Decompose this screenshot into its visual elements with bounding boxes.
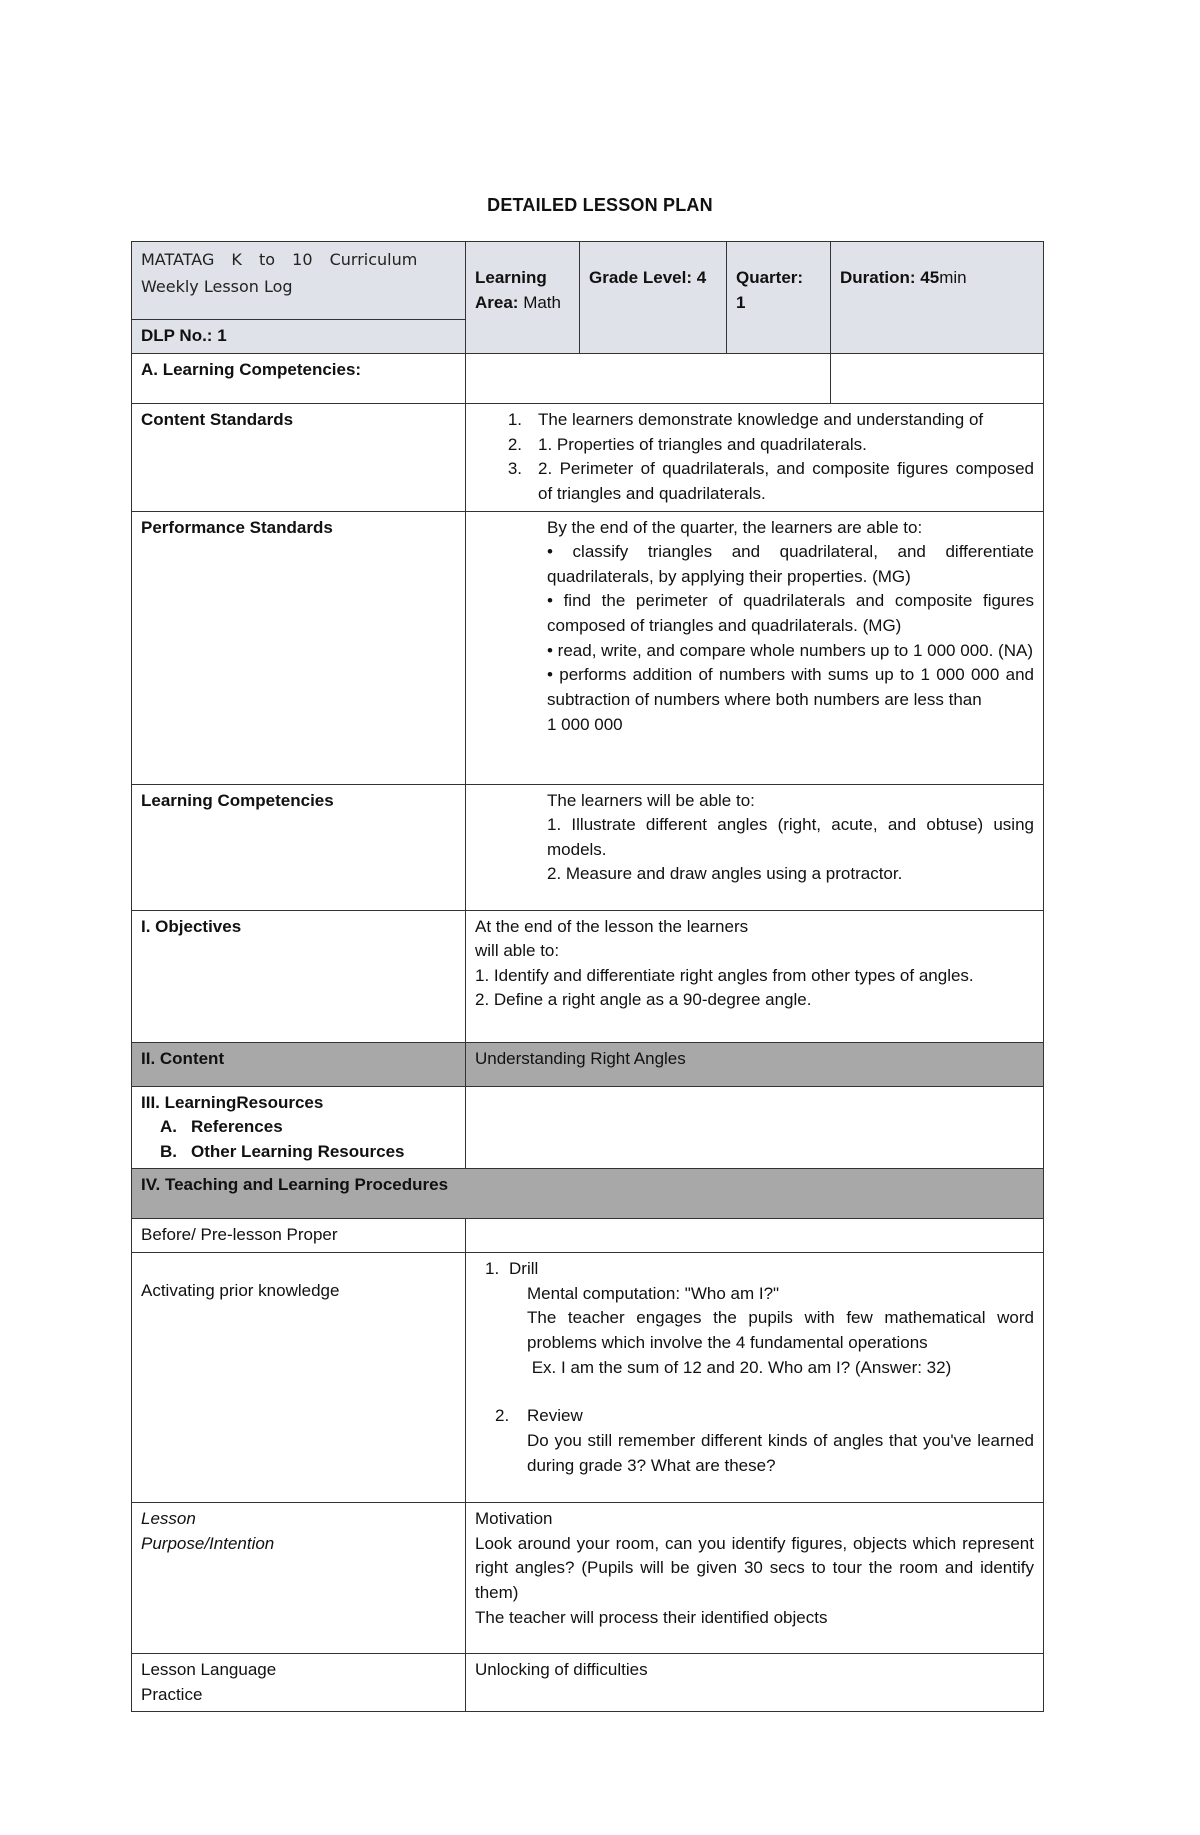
purpose-line: The teacher will process their identified objects <box>475 1607 828 1627</box>
review-item <box>475 1404 1034 1429</box>
purpose-line: Motivation <box>475 1509 553 1529</box>
competency-line: 2. Measure and draw angles using a protractor. <box>547 864 903 884</box>
procedures-heading: IV. Teaching and Learning Procedures <box>132 1169 1044 1219</box>
objective-line: will able to: <box>475 941 560 961</box>
objective-line: 1. Identify and differentiate right angles from other types of angles. <box>475 965 974 985</box>
duration-cell <box>831 242 1044 354</box>
activating-cell <box>466 1253 1044 1503</box>
content-value: Understanding Right Angles <box>466 1042 1044 1086</box>
dlp-label: DLP No.: <box>141 326 218 345</box>
content-standards-cell <box>466 404 1044 512</box>
review-text: Do you still remember different kinds of angles that you've learned during grade 3? What are these? <box>527 1430 1034 1475</box>
objectives-label: I. Objectives <box>132 910 466 1042</box>
review-num: 2. <box>495 1406 510 1426</box>
performance-intro: By the end of the quarter, the learners are able to: <box>547 517 923 537</box>
activating-label: Activating prior knowledge <box>132 1253 466 1503</box>
learning-competencies-label: Learning Competencies <box>132 784 466 910</box>
resource-item: A. References <box>160 1117 283 1137</box>
grade-level-label: Grade Level: 4 <box>589 268 707 287</box>
learning-competencies-empty-1 <box>466 354 831 404</box>
objective-line: 2. Define a right angle as a 90-degree angle. <box>475 990 812 1010</box>
performance-bullet: • performs addition of numbers with sums up to 1 000 000 and subtraction of numbers where both numbers are less than <box>547 665 1034 710</box>
duration-unit: min <box>939 268 967 287</box>
document-title: DETAILED LESSON PLAN <box>487 195 713 215</box>
dlp-value: 1 <box>217 326 227 345</box>
performance-standards-label: Performance Standards <box>132 511 466 784</box>
lesson-plan-table-wrapper <box>131 241 1043 1712</box>
content-standard-item: 2. 1. Properties of triangles and quadrilaterals. <box>507 434 867 454</box>
performance-bullet: 1 000 000 <box>547 714 623 734</box>
content-standard-item: 1. The learners demonstrate knowledge and understanding of <box>507 410 984 429</box>
drill-num: 1. <box>485 1259 500 1279</box>
drill-line: Mental computation: "Who am I?" <box>527 1283 780 1303</box>
lesson-plan-table <box>131 241 1044 1712</box>
grade-level-cell <box>580 242 727 354</box>
lesson-language-label: Lesson Language Practice <box>132 1654 466 1712</box>
content-label: II. Content <box>132 1042 466 1086</box>
performance-bullet: • classify triangles and quadrilateral, and differentiate quadrilaterals, by applying their properties. (MG) <box>547 542 1034 586</box>
drill-item <box>475 1257 1034 1282</box>
drill-line: Ex. I am the sum of 12 and 20. Who am I? (Answer: 32) <box>527 1357 952 1377</box>
lesson-purpose-label: Lesson Purpose/Intention <box>132 1503 466 1654</box>
curriculum-title: MATATAG K to 10 Curriculum <box>141 250 418 269</box>
curriculum-subtitle: Weekly Lesson Log <box>141 277 293 297</box>
learning-competencies-heading: A. Learning Competencies: <box>132 354 466 404</box>
competency-line: 1. Illustrate different angles (right, acute, and obtuse) using models. <box>547 815 1034 859</box>
lesson-language-value: Unlocking of difficulties <box>466 1654 1044 1712</box>
learning-competencies-empty-2 <box>831 354 1044 404</box>
pre-lesson-empty <box>466 1219 1044 1253</box>
quarter-label: Quarter: <box>736 268 804 287</box>
performance-bullet: • read, write, and compare whole numbers up to 1 000 000. (NA) <box>547 640 1033 660</box>
resource-item: B. Other Learning Resources <box>160 1141 405 1161</box>
quarter-value: 1 <box>736 292 746 312</box>
learning-area-label-2: Area: <box>475 292 519 312</box>
review-title: Review <box>527 1406 583 1426</box>
objectives-cell <box>466 910 1044 1042</box>
pre-lesson-label: Before/ Pre-lesson Proper <box>132 1219 466 1253</box>
drill-title: Drill <box>509 1259 539 1279</box>
curriculum-cell <box>132 242 466 320</box>
lesson-purpose-cell <box>466 1503 1044 1654</box>
duration-label: Duration: 45 <box>840 268 940 287</box>
learning-area-label: Learning <box>475 268 547 287</box>
resources-label: III. LearningResources <box>141 1092 324 1112</box>
performance-standards-cell <box>466 511 1044 784</box>
objective-line: At the end of the lesson the learners <box>475 916 749 936</box>
drill-line: The teacher engages the pupils with few mathematical word problems which involve the 4 fundamental operations <box>527 1308 1034 1353</box>
dlp-cell <box>132 320 466 354</box>
purpose-line: Look around your room, can you identify figures, objects which represent right angles? (Pupils will be given 30 secs to tour the room and identify them) <box>475 1533 1034 1603</box>
learning-area-value: Math <box>518 292 561 312</box>
quarter-cell <box>727 242 831 354</box>
performance-bullet: • find the perimeter of quadrilaterals and composite figures composed of triangles and quadrilaterals. (MG) <box>547 591 1034 636</box>
content-standard-item: 3. 2. Perimeter of quadrilaterals, and composite figures composed of triangles and quadrilaterals. <box>507 459 1034 503</box>
learning-competencies-cell <box>466 784 1044 910</box>
content-standards-label: Content Standards <box>132 404 466 512</box>
competency-line: The learners will be able to: <box>547 790 755 810</box>
resources-empty <box>466 1086 1044 1169</box>
resources-cell <box>132 1086 466 1169</box>
learning-area-cell <box>466 242 580 354</box>
